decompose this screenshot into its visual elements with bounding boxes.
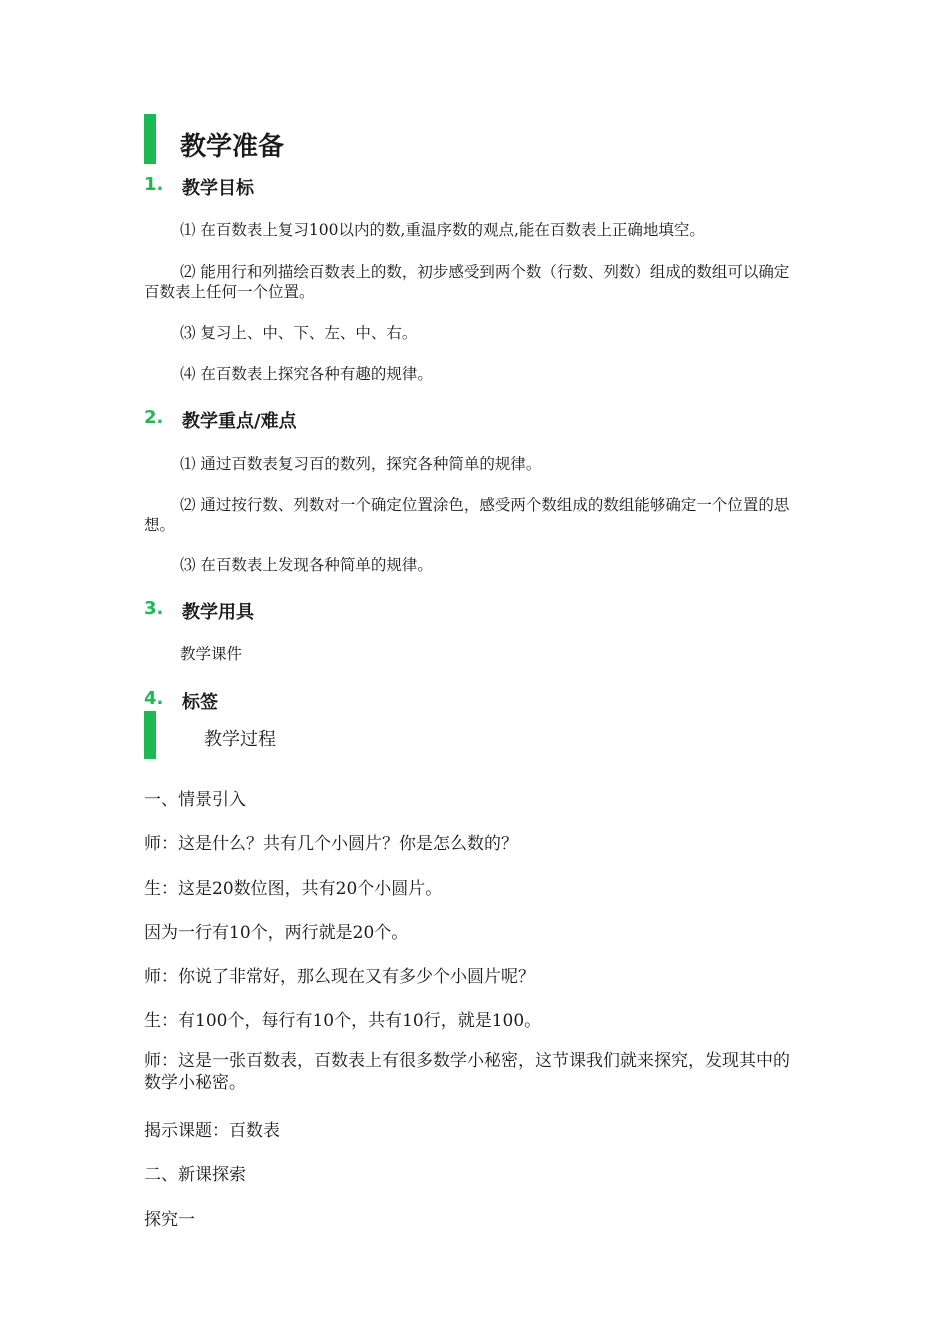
process-line: 一、情景引入 (144, 790, 246, 810)
page-title: 教学准备 (180, 132, 285, 162)
process-line: 师：这是什么？共有几个小圆片？你是怎么数的？ (144, 834, 518, 854)
keypoint-item: ⑵ 通过按行数、列数对一个确定位置涂色，感受两个数组成的数组能够确定一个位置的思想。 (144, 496, 790, 534)
process-line: 生：这是20数位图，共有20个小圆片。 (144, 879, 443, 899)
section-number: 4. (144, 688, 164, 709)
goal-item: ⑵ 能用行和列描绘百数表上的数，初步感受到两个数（行数、列数）组成的数组可以确定百数表上任何一个位置。 (144, 263, 790, 301)
section-heading-tags: 标签 (182, 692, 218, 713)
goal-item: ⑶ 复习上、中、下、左、中、右。 (180, 324, 418, 342)
title-accent-bar (144, 114, 156, 164)
goal-item: ⑴ 在百数表上复习100以内的数,重温序数的观点,能在百数表上正确地填空。 (180, 221, 705, 239)
section-number: 3. (144, 598, 164, 619)
section-heading-keypoints: 教学重点/难点 (182, 411, 297, 432)
tools-text: 教学课件 (180, 645, 243, 663)
section-heading-tools: 教学用具 (182, 602, 254, 623)
keypoint-item: ⑶ 在百数表上发现各种简单的规律。 (180, 556, 433, 574)
keypoint-item: ⑴ 通过百数表复习百的数列，探究各种简单的规律。 (180, 455, 542, 473)
process-line: 揭示课题：百数表 (144, 1121, 280, 1141)
process-line: 生：有100个，每行有10个，共有10行，就是100。 (144, 1011, 542, 1031)
section-heading-goals: 教学目标 (182, 178, 254, 199)
process-title: 教学过程 (204, 729, 276, 750)
section-number: 1. (144, 174, 164, 195)
process-line: 因为一行有10个，两行就是20个。 (144, 923, 409, 943)
process-line: 师：你说了非常好，那么现在又有多少个小圆片呢？ (144, 967, 535, 987)
section-number: 2. (144, 407, 164, 428)
process-line: 师：这是一张百数表，百数表上有很多数学小秘密，这节课我们就来探究，发现其中的数学小秘密。 (144, 1051, 790, 1093)
process-line: 二、新课探索 (144, 1165, 246, 1185)
process-line: 探究一 (144, 1210, 195, 1230)
goal-item: ⑷ 在百数表上探究各种有趣的规律。 (180, 365, 433, 383)
process-accent-bar (144, 711, 156, 759)
